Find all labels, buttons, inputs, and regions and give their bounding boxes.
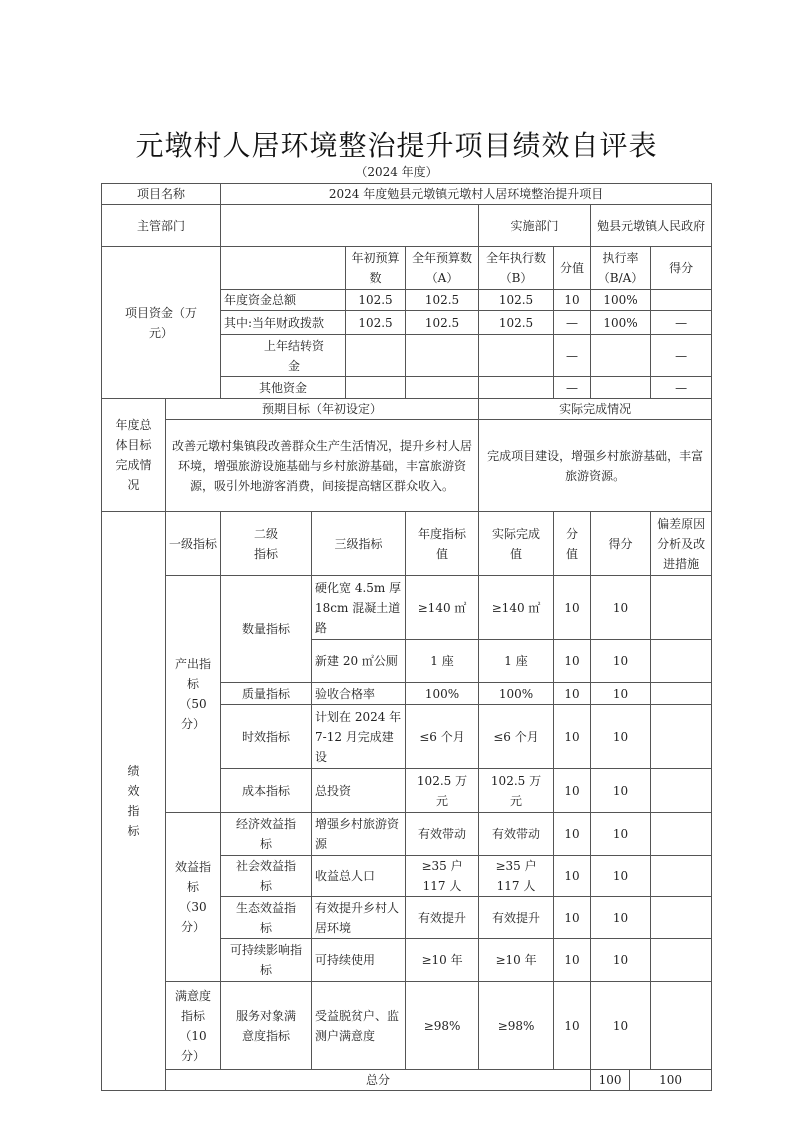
perf-header-actual: 实际完成值 — [479, 512, 554, 576]
perf-actual: ≥10 年 — [479, 939, 554, 982]
fund-initial — [346, 335, 406, 377]
perf-row — [102, 982, 712, 1070]
perf-target: 有效带动 — [406, 813, 479, 856]
perf-target: ≥10 年 — [406, 939, 479, 982]
fund-executed — [479, 377, 554, 399]
project-name-label: 项目名称 — [102, 184, 221, 205]
perf-header-score: 得分 — [591, 512, 651, 576]
perf-level2: 生态效益指标 — [221, 897, 312, 939]
perf-target: ≥140 ㎡ — [406, 576, 479, 640]
fund-initial — [346, 377, 406, 399]
fund-score: — — [651, 377, 712, 399]
fund-rate — [591, 377, 651, 399]
goals-expected-text: 改善元墩村集镇段改善群众生产生活情况，提升乡村人居环境，增强旅游设施基础与乡村旅游基础，丰富旅游资源，吸引外地游客消费，间接提高辖区群众收入。 — [166, 420, 479, 512]
fund-name: 其中:当年财政拨款 — [221, 311, 346, 335]
funds-label: 项目资金（万元） — [102, 247, 221, 399]
perf-target: ≥35 户 117 人 — [406, 856, 479, 897]
perf-score-value: 10 — [554, 982, 591, 1070]
perf-actual: 有效带动 — [479, 813, 554, 856]
perf-level3: 增强乡村旅游资源 — [312, 813, 406, 856]
fund-executed: 102.5 — [479, 311, 554, 335]
perf-score: 10 — [591, 705, 651, 769]
fund-initial: 102.5 — [346, 290, 406, 311]
perf-score: 10 — [591, 856, 651, 897]
fund-annual: 102.5 — [406, 290, 479, 311]
project-name-value: 2024 年度勉县元墩镇元墩村人居环境整治提升项目 — [221, 184, 712, 205]
fund-initial: 102.5 — [346, 311, 406, 335]
perf-score: 10 — [591, 982, 651, 1070]
perf-level1: 满意度指标（10分） — [166, 982, 221, 1070]
perf-actual: ≥98% — [479, 982, 554, 1070]
perf-note — [651, 939, 712, 982]
perf-actual: 102.5 万元 — [479, 769, 554, 813]
perf-score-value: 10 — [554, 683, 591, 705]
implementer-label: 实施部门 — [479, 205, 591, 247]
perf-note — [651, 982, 712, 1070]
perf-note — [651, 576, 712, 640]
fund-name: 其他资金 — [221, 377, 346, 399]
total-score-value: 100 — [591, 1070, 630, 1091]
perf-note — [651, 856, 712, 897]
perf-target: ≤6 个月 — [406, 705, 479, 769]
perf-level3: 收益总人口 — [312, 856, 406, 897]
perf-actual: ≤6 个月 — [479, 705, 554, 769]
fund-score-value: — — [554, 335, 591, 377]
perf-score-value: 10 — [554, 813, 591, 856]
perf-actual: ≥140 ㎡ — [479, 576, 554, 640]
goals-actual-header: 实际完成情况 — [479, 399, 712, 420]
fund-name: 年度资金总额 — [221, 290, 346, 311]
funds-header-score: 得分 — [651, 247, 712, 290]
perf-target: 1 座 — [406, 640, 479, 683]
funds-header-score-value: 分值 — [554, 247, 591, 290]
implementer-value: 勉县元墩镇人民政府 — [591, 205, 712, 247]
perf-row — [102, 576, 712, 640]
perf-level2: 社会效益指标 — [221, 856, 312, 897]
fund-score — [651, 290, 712, 311]
perf-score-value: 10 — [554, 856, 591, 897]
fund-rate: 100% — [591, 311, 651, 335]
fund-score-value: — — [554, 377, 591, 399]
funds-header-blank — [221, 247, 346, 290]
perf-actual: 1 座 — [479, 640, 554, 683]
perf-score: 10 — [591, 939, 651, 982]
perf-level1: 效益指标（30分） — [166, 813, 221, 982]
perf-level2: 服务对象满意度指标 — [221, 982, 312, 1070]
perf-level3: 新建 20 ㎡公厕 — [312, 640, 406, 683]
total-score: 100 — [630, 1070, 712, 1091]
fund-score: — — [651, 335, 712, 377]
perf-header-target: 年度指标值 — [406, 512, 479, 576]
perf-level3: 硬化宽 4.5m 厚 18cm 混凝土道路 — [312, 576, 406, 640]
perf-header-level2: 二级指标 — [221, 512, 312, 576]
goals-actual-text: 完成项目建设，增强乡村旅游基础，丰富旅游资源。 — [479, 420, 712, 512]
perf-level2: 时效指标 — [221, 705, 312, 769]
perf-score-value: 10 — [554, 640, 591, 683]
perf-score-value: 10 — [554, 576, 591, 640]
perf-score: 10 — [591, 640, 651, 683]
fund-rate: 100% — [591, 290, 651, 311]
fund-score-value: — — [554, 311, 591, 335]
goals-expected-header: 预期目标（年初设定） — [166, 399, 479, 420]
perf-score: 10 — [591, 897, 651, 939]
perf-level2: 成本指标 — [221, 769, 312, 813]
perf-level3: 可持续使用 — [312, 939, 406, 982]
fund-annual — [406, 377, 479, 399]
total-row — [102, 1070, 712, 1091]
perf-note — [651, 897, 712, 939]
perf-actual: ≥35 户 117 人 — [479, 856, 554, 897]
perf-score-value: 10 — [554, 769, 591, 813]
perf-level3: 总投资 — [312, 769, 406, 813]
fund-annual — [406, 335, 479, 377]
funds-header-initial: 年初预算数 — [346, 247, 406, 290]
perf-level3: 计划在 2024 年 7-12 月完成建设 — [312, 705, 406, 769]
perf-score: 10 — [591, 683, 651, 705]
page-subtitle: （2024 年度） — [355, 165, 438, 179]
perf-note — [651, 769, 712, 813]
fund-name: 上年结转资金 — [221, 335, 346, 377]
perf-header-level3: 三级指标 — [312, 512, 406, 576]
perf-score: 10 — [591, 813, 651, 856]
perf-note — [651, 683, 712, 705]
perf-score: 10 — [591, 769, 651, 813]
perf-target: 102.5 万元 — [406, 769, 479, 813]
fund-executed — [479, 335, 554, 377]
perf-level2: 质量指标 — [221, 683, 312, 705]
funds-header-executed: 全年执行数（B） — [479, 247, 554, 290]
total-label: 总分 — [166, 1070, 591, 1091]
perf-target: 有效提升 — [406, 897, 479, 939]
perf-note — [651, 813, 712, 856]
perf-level3: 有效提升乡村人居环境 — [312, 897, 406, 939]
perf-header-level1: 一级指标 — [166, 512, 221, 576]
fund-annual: 102.5 — [406, 311, 479, 335]
fund-score: — — [651, 311, 712, 335]
perf-score-value: 10 — [554, 939, 591, 982]
fund-rate — [591, 335, 651, 377]
supervisor-label: 主管部门 — [102, 205, 221, 247]
perf-row — [102, 813, 712, 856]
perf-level2: 数量指标 — [221, 576, 312, 683]
perf-target: ≥98% — [406, 982, 479, 1070]
perf-level3: 受益脱贫户、监测户满意度 — [312, 982, 406, 1070]
perf-actual: 有效提升 — [479, 897, 554, 939]
perf-level3: 验收合格率 — [312, 683, 406, 705]
perf-level2: 可持续影响指标 — [221, 939, 312, 982]
fund-executed: 102.5 — [479, 290, 554, 311]
perf-target: 100% — [406, 683, 479, 705]
perf-level2: 经济效益指标 — [221, 813, 312, 856]
perf-score-value: 10 — [554, 897, 591, 939]
funds-header-annual: 全年预算数（A） — [406, 247, 479, 290]
fund-score-value: 10 — [554, 290, 591, 311]
perf-header-note: 偏差原因分析及改进措施 — [651, 512, 712, 576]
perf-note — [651, 640, 712, 683]
performance-label: 绩效指标 — [102, 512, 166, 1091]
evaluation-table — [101, 183, 712, 1091]
perf-level1: 产出指标（50分） — [166, 576, 221, 813]
perf-actual: 100% — [479, 683, 554, 705]
perf-header-score-value: 分值 — [554, 512, 591, 576]
supervisor-value — [221, 205, 479, 247]
funds-header-rate: 执行率（B/A） — [591, 247, 651, 290]
goals-label: 年度总体目标完成情况 — [102, 399, 166, 512]
page-title: 元墩村人居环境整治提升项目绩效自评表 — [135, 129, 658, 162]
perf-score: 10 — [591, 576, 651, 640]
perf-note — [651, 705, 712, 769]
perf-score-value: 10 — [554, 705, 591, 769]
